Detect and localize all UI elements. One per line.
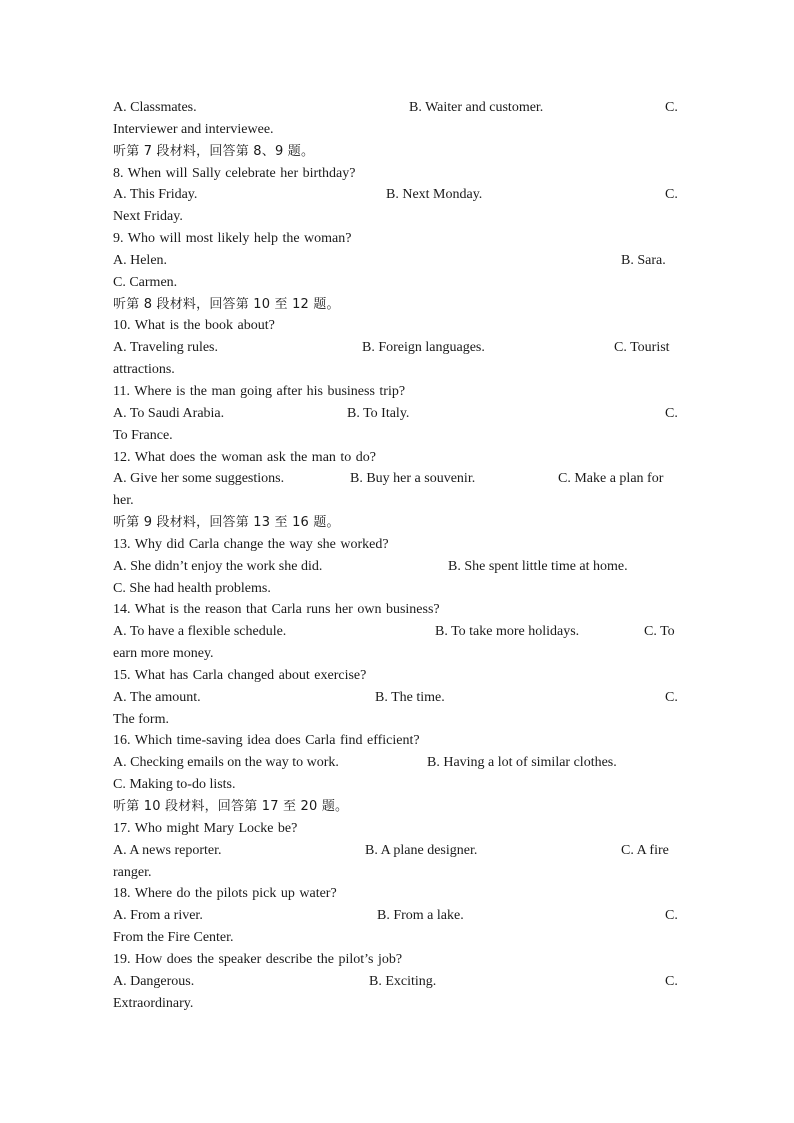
option-b: B. Waiter and customer. (409, 100, 544, 115)
option-continuation: The form. (113, 711, 169, 727)
option-a: A. Give her some suggestions. (113, 471, 285, 487)
option-continuation: earn more money. (113, 646, 214, 662)
option-c: B. Sara. (621, 252, 666, 268)
option-b: B. To Italy. (347, 405, 410, 421)
option-c: C. Tourist (614, 340, 670, 356)
option-continuation: Interviewer and interviewee. (113, 121, 274, 137)
option-c: C. (665, 973, 678, 989)
options-row (113, 337, 680, 359)
options-row (113, 752, 680, 774)
option-continuation: Next Friday. (113, 209, 183, 225)
options-row (113, 403, 680, 425)
option-continuation: C. Carmen. (113, 274, 178, 290)
option-a: A. Classmates. (113, 100, 197, 115)
option-b: B. Foreign languages. (362, 340, 485, 356)
question-text: 11. Where is the man going after his business trip? (113, 383, 406, 399)
option-a: A. To Saudi Arabia. (113, 405, 225, 421)
option-b: B. Having a lot of similar clothes. (427, 755, 617, 771)
option-continuation: C. She had health problems. (113, 580, 271, 596)
question-text: 19. How does the speaker describe the pilot’s job? (113, 951, 403, 967)
options-row (113, 250, 680, 272)
section-heading: 听第 10 段材料，回答第 17 至 20 题。 (113, 799, 349, 814)
option-c: C. (665, 689, 678, 705)
section-heading: 听第 9 段材料，回答第 13 至 16 题。 (113, 515, 340, 531)
option-b: B. Buy her a souvenir. (350, 471, 476, 487)
question-text: 16. Which time-saving idea does Carla find efficient? (113, 733, 420, 749)
options-row (113, 621, 680, 643)
options-row (113, 687, 680, 709)
option-a: A. A news reporter. (113, 842, 222, 858)
option-c: C. (665, 908, 678, 924)
question-text: 10. What is the book about? (113, 318, 275, 334)
question-text: 12. What does the woman ask the man to do? (113, 449, 377, 465)
option-b: B. She spent little time at home. (448, 558, 628, 574)
option-a: A. Dangerous. (113, 973, 195, 989)
option-a: A. From a river. (113, 908, 203, 924)
listening-questions-content (113, 97, 680, 1014)
option-a: A. She didn’t enjoy the work she did. (113, 558, 323, 574)
option-a: A. The amount. (113, 689, 201, 705)
option-a: A. To have a flexible schedule. (113, 624, 287, 640)
option-a: A. Helen. (113, 252, 168, 268)
option-b: B. The time. (375, 689, 445, 705)
option-a: A. This Friday. (113, 187, 198, 203)
option-c: C. To (644, 624, 675, 640)
question-text: 9. Who will most likely help the woman? (113, 231, 352, 247)
option-a: A. Traveling rules. (113, 340, 218, 356)
options-row (113, 971, 680, 993)
option-continuation: C. Making to-do lists. (113, 777, 236, 793)
option-continuation: her. (113, 493, 134, 509)
option-c: C. Make a plan for (558, 471, 664, 487)
question-text: 14. What is the reason that Carla runs her own business? (113, 602, 440, 618)
option-b: B. Next Monday. (386, 187, 483, 203)
option-c: C. (665, 100, 678, 115)
option-b: B. From a lake. (377, 908, 464, 924)
option-b: B. A plane designer. (365, 842, 478, 858)
options-row (113, 468, 680, 490)
question-text: 13. Why did Carla change the way she worked? (113, 536, 389, 552)
option-b: B. Exciting. (369, 973, 437, 989)
option-continuation: To France. (113, 427, 173, 443)
section-heading: 听第 8 段材料，回答第 10 至 12 题。 (113, 296, 340, 312)
question-text: 8. When will Sally celebrate her birthday? (113, 165, 356, 181)
options-row (113, 840, 680, 862)
question-text: 17. Who might Mary Locke be? (113, 820, 298, 836)
section-heading: 听第 7 段材料，回答第 8、9 题。 (113, 143, 315, 159)
option-continuation: attractions. (113, 362, 175, 378)
options-row (113, 556, 680, 578)
option-c: C. (665, 405, 678, 421)
question-text: 18. Where do the pilots pick up water? (113, 886, 337, 902)
option-c: C. (665, 187, 678, 203)
options-row (113, 184, 680, 206)
options-row (113, 97, 680, 119)
option-continuation: Extraordinary. (113, 995, 194, 1011)
option-continuation: ranger. (113, 864, 152, 880)
option-continuation: From the Fire Center. (113, 930, 234, 946)
option-b: B. To take more holidays. (435, 624, 580, 640)
options-row (113, 905, 680, 927)
question-text: 15. What has Carla changed about exercise? (113, 667, 367, 683)
option-a: A. Checking emails on the way to work. (113, 755, 339, 771)
option-c: C. A fire (621, 842, 669, 858)
